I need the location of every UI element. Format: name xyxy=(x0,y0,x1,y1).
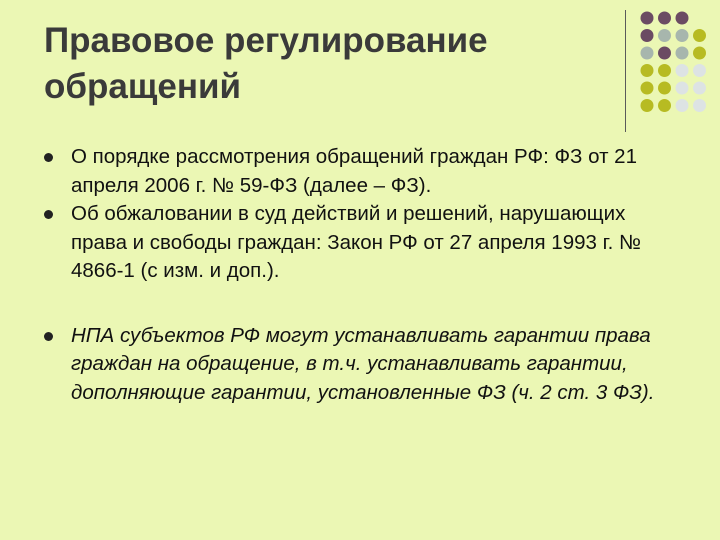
decorative-dot xyxy=(693,29,706,42)
decorative-dot xyxy=(658,82,671,95)
slide-title-line-2: обращений xyxy=(44,67,242,106)
decorative-dot xyxy=(641,99,654,112)
decorative-dot xyxy=(658,12,671,25)
decorative-dot xyxy=(693,64,706,77)
decorative-dot-grid xyxy=(640,11,720,121)
decorative-divider xyxy=(625,10,626,132)
bullet-text: О порядке рассмотрения обращений граждан РФ: ФЗ от 21 апреля 2006 г. № 59-ФЗ (далее – ФЗ). xyxy=(71,145,637,197)
decorative-dot xyxy=(641,47,654,60)
decorative-dot xyxy=(658,64,671,77)
decorative-dot xyxy=(676,64,689,77)
decorative-dot xyxy=(676,29,689,42)
decorative-dot xyxy=(676,82,689,95)
slide-title-line-1: Правовое регулирование xyxy=(44,21,488,60)
decorative-dot xyxy=(676,47,689,60)
decorative-dot xyxy=(693,82,706,95)
decorative-dot xyxy=(641,29,654,42)
bullet-item xyxy=(44,200,684,286)
bullet-item xyxy=(44,143,684,200)
decorative-dot xyxy=(641,12,654,25)
decorative-dot xyxy=(693,47,706,60)
decorative-dot xyxy=(693,99,706,112)
decorative-dot xyxy=(641,64,654,77)
slide-title xyxy=(44,18,604,110)
bullet-list xyxy=(44,143,684,407)
decorative-dot xyxy=(658,99,671,112)
bullet-dot-icon xyxy=(44,153,53,162)
bullet-dot-icon xyxy=(44,210,53,219)
decorative-dot xyxy=(658,47,671,60)
decorative-dot xyxy=(641,82,654,95)
bullet-item xyxy=(44,322,684,408)
decorative-dot xyxy=(676,12,689,25)
decorative-dot xyxy=(658,29,671,42)
bullet-text: Об обжаловании в суд действий и решений, нарушающих права и свободы граждан: Закон РФ от 27 апреля 1993 г. № 4866-1 (с изм. и доп.). xyxy=(71,202,641,282)
decorative-dot xyxy=(676,99,689,112)
bullet-text: НПА субъектов РФ могут устанавливать гарантии права граждан на обращение, в т.ч. устанавливать гарантии, дополняющие гарантии, установленные ФЗ (ч. 2 ст. 3 ФЗ). xyxy=(71,323,655,404)
bullet-dot-icon xyxy=(44,332,53,341)
